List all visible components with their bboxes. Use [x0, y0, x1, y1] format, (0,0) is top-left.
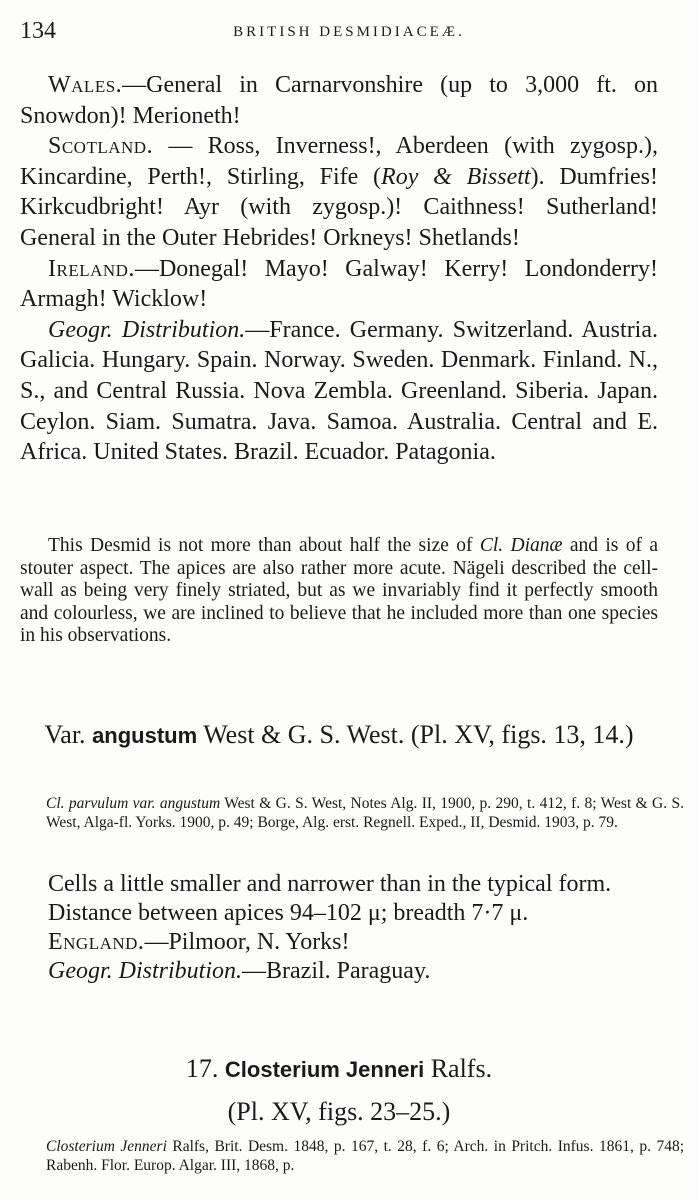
- wales-text: —General in Carnarvonshire (up to 3,000 ft. on Snowdon)! Merioneth!: [20, 72, 658, 129]
- england-entry: [20, 928, 658, 957]
- geogr-label: Geogr. Distribution.: [48, 316, 246, 343]
- variety-name: angustum: [92, 723, 198, 748]
- scotland-label: Scotland.: [48, 133, 154, 160]
- wales-label: Wales.: [48, 72, 123, 98]
- variety-description: [20, 870, 658, 986]
- species-ref-text: Ralfs, Brit. Desm. 1848, p. 167, t. 28, f. 6; Arch. in Pritch. Infus. 1861, p. 748; Rabenh. Flor. Europ. Algar. III, 1868, p.: [46, 1138, 684, 1174]
- variety-geogr-text: —Brazil. Paraguay.: [242, 958, 431, 984]
- species-authority: Ralfs.: [424, 1054, 493, 1083]
- species-heading: [20, 1052, 658, 1086]
- scotland-entry: [20, 131, 658, 253]
- england-text: —Pilmoor, N. Yorks!: [144, 929, 350, 955]
- page-header: [20, 18, 678, 48]
- variety-geogr-label: Geogr. Distribution.: [48, 958, 243, 984]
- variety-references: [20, 794, 684, 832]
- species-ref-italic: Closterium Jenneri: [46, 1138, 167, 1155]
- variety-prefix: Var.: [44, 720, 93, 749]
- variety-authority: West & G. S. West.: [197, 720, 405, 749]
- ireland-label: Ireland.: [48, 255, 135, 282]
- geographic-distribution: [20, 315, 658, 468]
- variety-ref-italic: Cl. parvulum var. angustum: [46, 795, 221, 812]
- page-number: 134: [20, 18, 56, 44]
- scotland-italic: Roy & Bissett: [381, 163, 531, 190]
- note-italic: Cl. Dianæ: [479, 535, 563, 556]
- variety-dimensions: Distance between apices 94–102 μ; breadth 7·7 μ.: [48, 900, 529, 926]
- variety-ref-text: West & G. S. West, Notes Alg. II, 1900, p. 290, t. 412, f. 8; West & G. S. West, Alga-fl. Yorks. 1900, p. 49; Borge, Alg. erst. Regnell. Exped., II, Desmid. 1903, p. 79.: [46, 795, 684, 831]
- variety-geogr: [20, 957, 658, 986]
- england-label: England.: [48, 929, 145, 955]
- note-text-1: This Desmid is not more than about half the size of: [48, 535, 480, 556]
- species-name: Closterium Jenneri: [224, 1057, 425, 1082]
- ireland-entry: [20, 254, 658, 315]
- distribution-section: [20, 70, 658, 468]
- ireland-text: —Donegal! Mayo! Galway! Kerry! Londonderry! Armagh! Wicklow!: [20, 255, 658, 313]
- note-text-2: and is of a stouter aspect. The apices are also rather more acute. Nägeli described the cell-wall as being very finely striated, but as we invariably find it perfectly smooth and colourless, we are inclined to believe that he included more than one species in his observations.: [20, 535, 659, 647]
- variety-heading: [20, 718, 658, 752]
- remarks-paragraph: [20, 535, 658, 648]
- species-references: [20, 1137, 684, 1175]
- wales-entry: [20, 70, 658, 131]
- scotland-text-2: ). Dumfries! Kirkcudbright! Ayr (with zygosp.)! Caithness! Sutherland! General in the Outer Hebrides! Orkneys! Shetlands!: [20, 163, 658, 251]
- variety-plate: (Pl. XV, figs. 13, 14.): [404, 720, 634, 749]
- running-title: BRITISH DESMIDIACEÆ.: [233, 24, 465, 40]
- species-number: 17.: [185, 1054, 225, 1083]
- scotland-text-1: — Ross, Inverness!, Aberdeen (with zygosp.), Kincardine, Perth!, Stirling, Fife (: [20, 133, 658, 190]
- species-plate: (Pl. XV, figs. 23–25.): [227, 1097, 451, 1126]
- variety-desc: Cells a little smaller and narrower than in the typical form.: [48, 871, 612, 897]
- geogr-text: —France. Germany. Switzerland. Austria. Galicia. Hungary. Spain. Norway. Sweden. Denmark. Finland. N., S., and Central Russia. Nova Zembla. Greenland. Siberia. Japan. Ceylon. Siam. Sumatra. Java. Samoa. Australia. Central and E. Africa. United States. Brazil. Ecuador. Patagonia.: [20, 316, 658, 466]
